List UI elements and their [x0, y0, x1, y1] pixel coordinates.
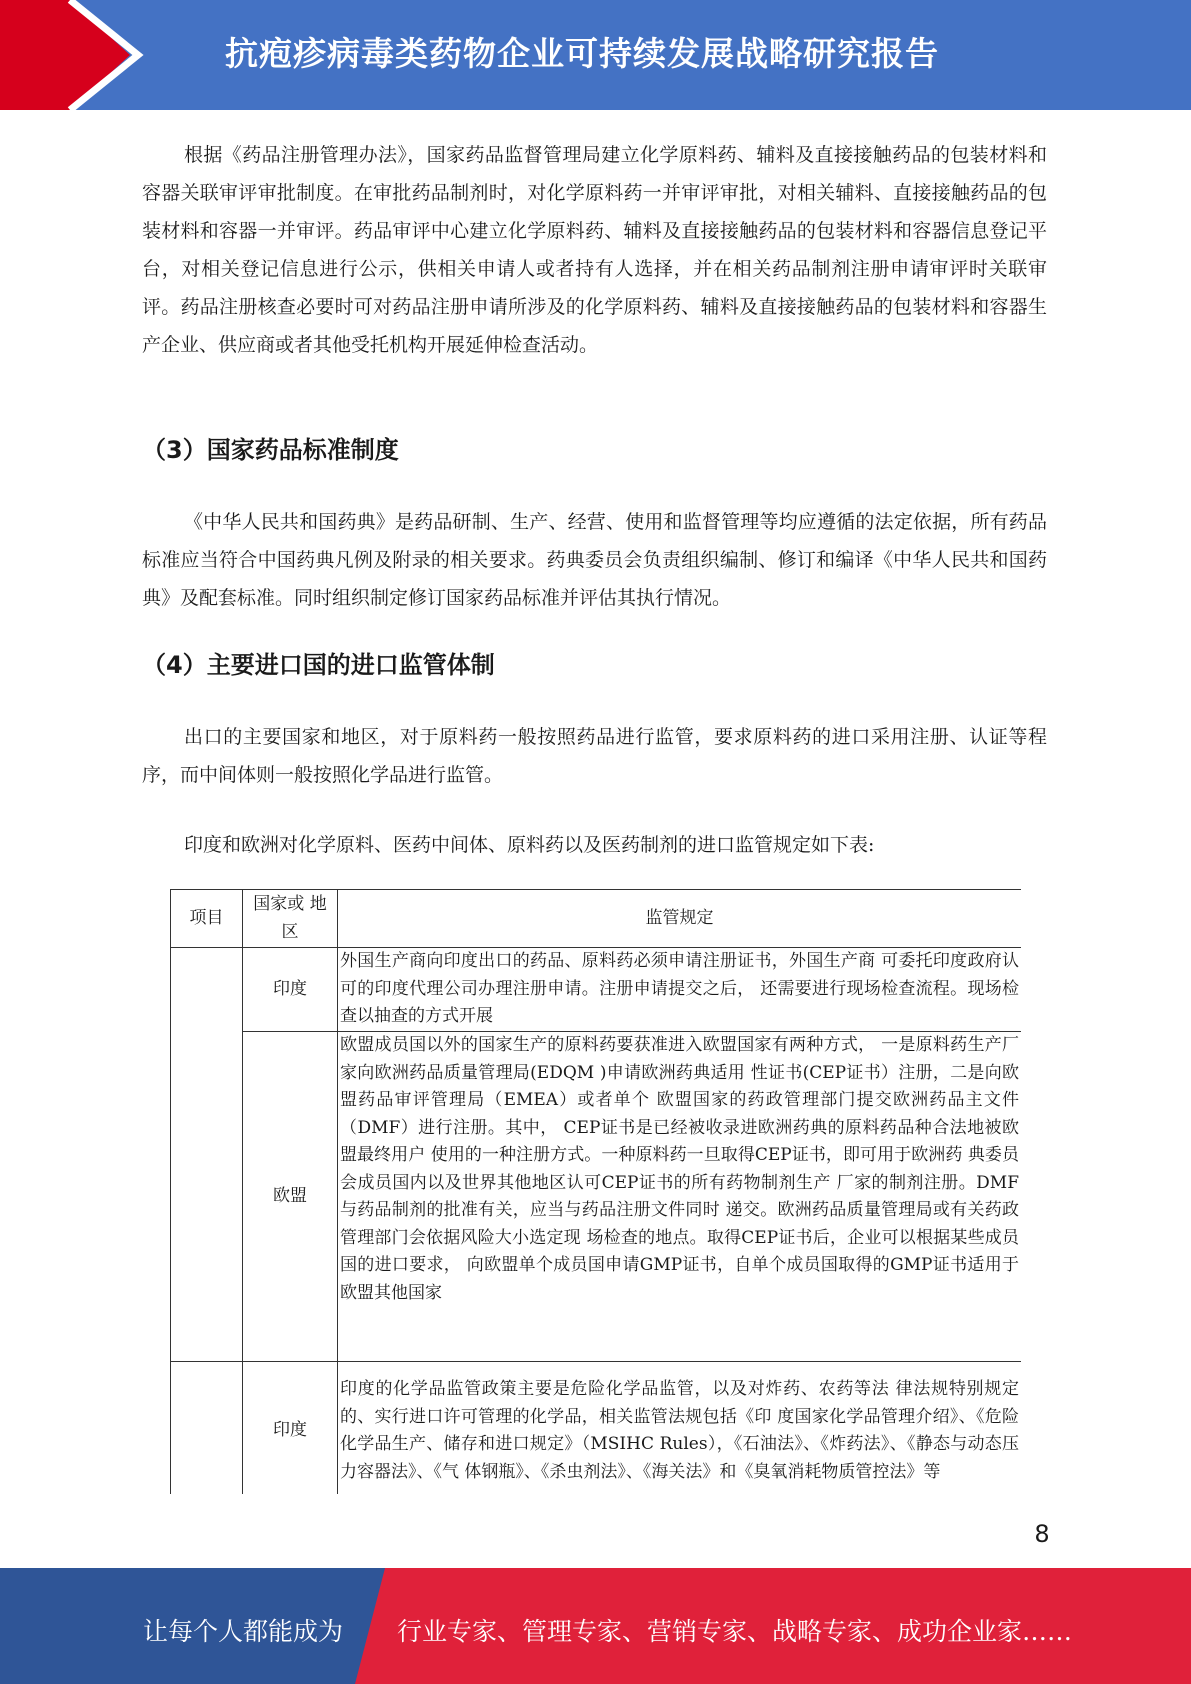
regulation-cell: 印度的化学品监管政策主要是危险化学品监管，以及对炸药、农药等法 律法规特别规定的、实行进口许可管理的化学品，相关监管法规包括《印 度国家化学品管理介绍》、《危险化学品生产、储存和进口规定》（MSIHC Rules），《石油法》、《炸药法》、《静态与动态压力容器法》、《气 体钢瓶》、《杀虫剂法》、《海关法》和《臭氧消耗物质管控法》等: [338, 1362, 1022, 1498]
footer-slogan-right: 行业专家、管理专家、营销专家、战略专家、成功企业家……: [397, 1617, 1073, 1646]
header-regulation: 监管规定: [338, 890, 1022, 948]
regulation-cell: 外国生产商向印度出口的药品、原料药必须申请注册证书，外国生产商 可委托印度政府认可的印度代理公司办理注册申请。注册申请提交之后， 还需要进行现场检查流程。现场检查以抽查的方式开展: [338, 948, 1022, 1032]
region-cell: 欧盟: [243, 1032, 338, 1362]
page-number: 8: [1034, 1520, 1050, 1548]
page-footer: [0, 1568, 1191, 1684]
item-cell-empty: [171, 948, 243, 1362]
section-heading-standards: （3）国家药品标准制度: [142, 436, 399, 464]
paragraph-table-intro: 印度和欧洲对化学原料、医药中间体、原料药以及医药制剂的进口监管规定如下表:: [184, 834, 875, 856]
region-cell: 印度: [243, 1362, 338, 1498]
table-continuation-edge: [170, 1494, 1021, 1497]
section-heading-import-regulation: （4）主要进口国的进口监管体制: [142, 651, 495, 679]
regulation-table-container: [170, 889, 1021, 1497]
table-row: [171, 1032, 1022, 1362]
region-cell: 印度: [243, 948, 338, 1032]
paragraph-pharmacopoeia: 《中华人民共和国药典》是药品研制、生产、经营、使用和监督管理等均应遵循的法定依据，所有药品标准应当符合中国药典凡例及附录的相关要求。药典委员会负责组织编制、修订和编译《中华人民共和国药典》及配套标准。同时组织制定修订国家药品标准并评估其执行情况。: [142, 511, 1047, 609]
paragraph-import: 出口的主要国家和地区，对于原料药一般按照药品进行监管，要求原料药的进口采用注册、认证等程序，而中间体则一般按照化学品进行监管。: [142, 726, 1047, 786]
page-header: [0, 0, 1191, 110]
footer-slogan-left: 让每个人都能成为: [143, 1617, 344, 1646]
table-row: [171, 1362, 1022, 1498]
header-region: 国家或 地区: [243, 890, 338, 948]
header-chevron-decoration: [0, 0, 150, 110]
regulation-table: [170, 889, 1021, 1497]
table-header-row: [171, 890, 1022, 948]
paragraph-registration: 根据《药品注册管理办法》，国家药品监督管理局建立化学原料药、辅料及直接接触药品的包装材料和容器关联审评审批制度。在审批药品制剂时，对化学原料药一并审评审批，对相关辅料、直接接触药品的包装材料和容器一并审评。药品审评中心建立化学原料药、辅料及直接接触药品的包装材料和容器信息登记平台，对相关登记信息进行公示，供相关申请人或者持有人选择，并在相关药品制剂注册申请审评时关联审评。药品注册核查必要时可对药品注册申请所涉及的化学原料药、辅料及直接接触药品的包装材料和容器生产企业、供应商或者其他受托机构开展延伸检查活动。: [142, 144, 1047, 356]
item-cell-empty: [171, 1362, 243, 1498]
table-row: [171, 948, 1022, 1032]
regulation-cell: 欧盟成员国以外的国家生产的原料药要获准进入欧盟国家有两种方式， 一是原料药生产厂家向欧洲药品质量管理局(EDQM )申请欧洲药典适用 性证书(CEP证书）注册，二是向欧盟药品审评管理局（EMEA）或者单个 欧盟国家的药政管理部门提交欧洲药品主文件（DMF）进行注册。其中， CEP证书是已经被收录进欧洲药典的原料药品种合法地被欧盟最终用户 使用的一种注册方式。一种原料药一旦取得CEP证书，即可用于欧洲药 典委员会成员国内以及世界其他地区认可CEP证书的所有药物制剂生产 厂家的制剂注册。DMF与药品制剂的批准有关，应当与药品注册文件同时 递交。欧洲药品质量管理局或有关药政管理部门会依据风险大小选定现 场检查的地点。取得CEP证书后，企业可以根据某些成员国的进口要求， 向欧盟单个成员国申请GMP证书，自单个成员国取得的GMP证书适用于 欧盟其他国家: [338, 1032, 1022, 1362]
report-title: 抗疱疹病毒类药物企业可持续发展战略研究报告: [225, 34, 939, 73]
header-item: 项目: [171, 890, 243, 948]
